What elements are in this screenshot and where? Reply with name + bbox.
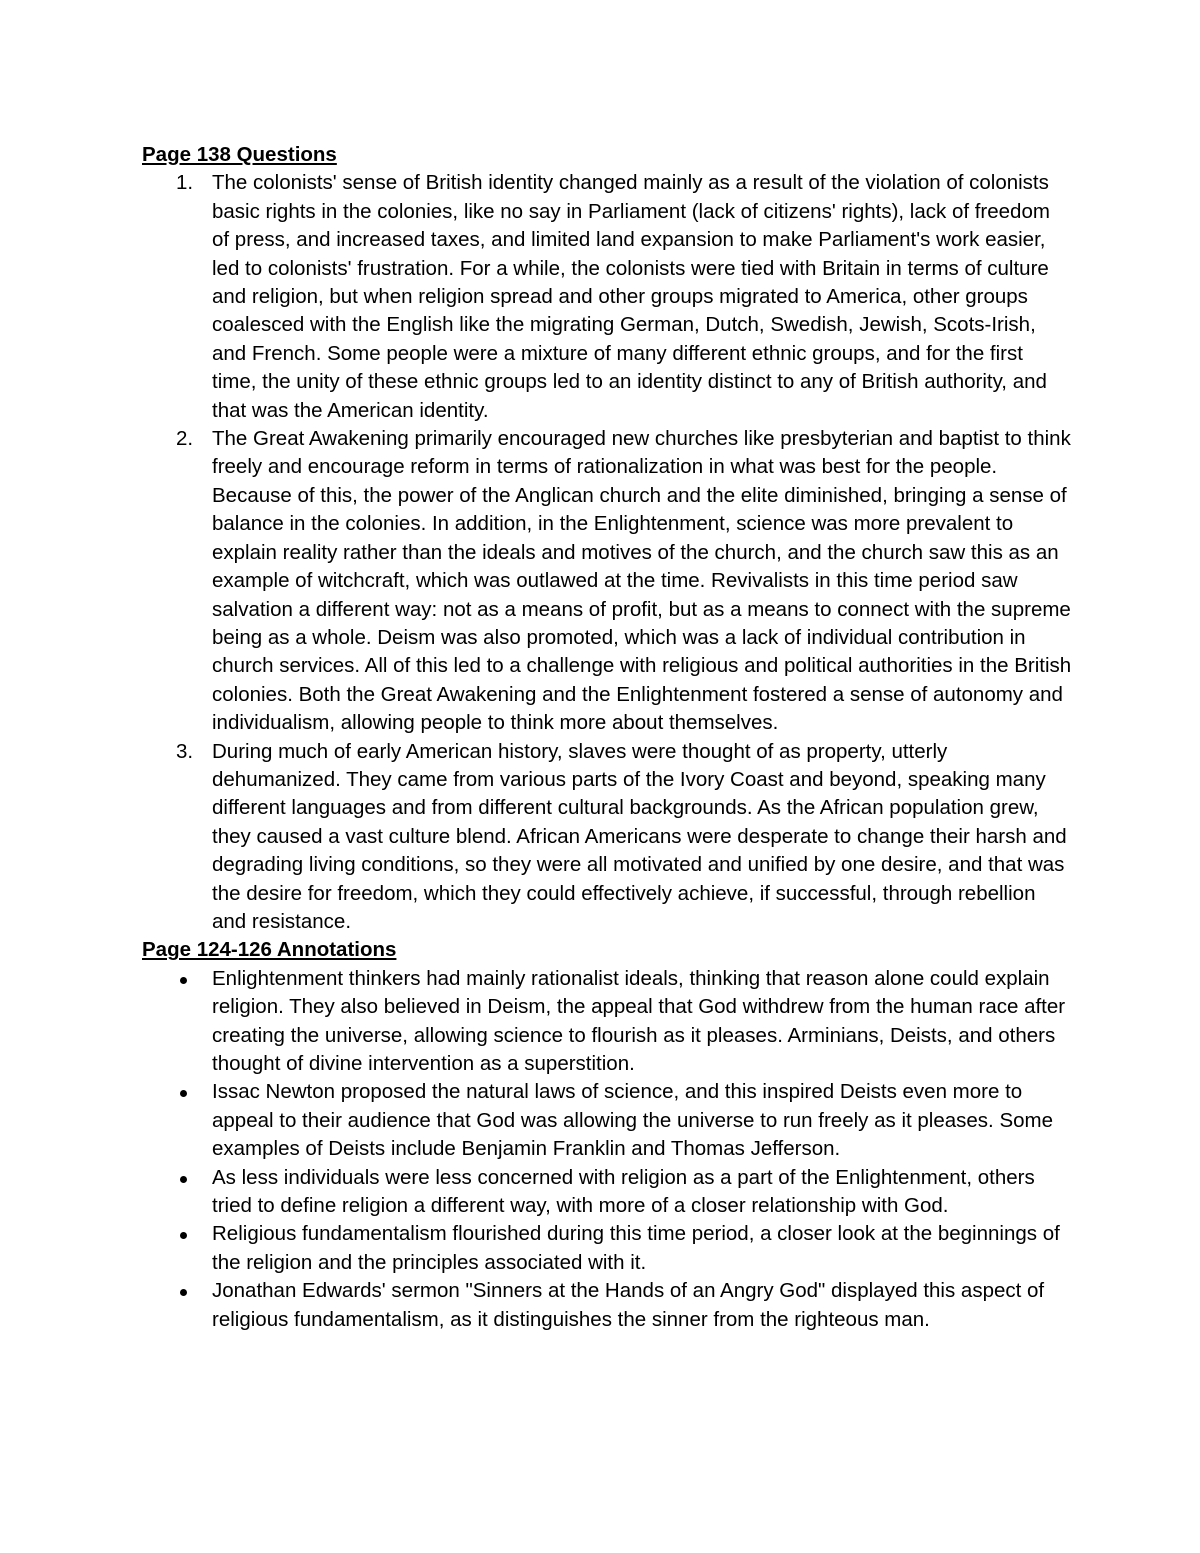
question-number: 2. <box>176 427 194 451</box>
question-text: During much of early American history, slaves were thought of as property, utterly dehumanized. They came from various parts of the Ivory Coast and beyond, speaking many different languages and from different cultural backgrounds. As the African population grew, they caused a vast culture blend. African Americans were desperate to change their harsh and degrading living conditions, so they were all motivated and unified by one desire, and that was the desire for freedom, which they could effectively achieve, if successful, through rebellion and resistance. <box>212 739 1067 933</box>
question-item-1 <box>142 169 1072 425</box>
annotation-item-3 <box>142 1164 1072 1221</box>
annotation-item-4 <box>142 1220 1072 1277</box>
annotation-text: Enlightenment thinkers had mainly rationalist ideals, thinking that reason alone could explain religion. They also believed in Deism, the appeal that God withdrew from the human race after creating the universe, allowing science to flourish as it pleases. Arminians, Deists, and others thought of divine intervention as a superstition. <box>212 966 1066 1075</box>
annotation-item-1 <box>142 965 1072 1079</box>
question-number: 1. <box>176 171 194 195</box>
question-item-2 <box>142 425 1072 737</box>
bullet-icon <box>180 1090 187 1097</box>
document-page <box>142 141 1072 1334</box>
annotation-text: As less individuals were less concerned with religion as a part of the Enlightenment, others tried to define religion a different way, with more of a closer relationship with God. <box>212 1165 1035 1218</box>
annotations-list <box>142 965 1072 1334</box>
bullet-icon <box>180 1176 187 1183</box>
question-text: The colonists' sense of British identity changed mainly as a result of the violation of colonists basic rights in the colonies, like no say in Parliament (lack of citizens' rights), lack of freedom of press, and increased taxes, and limited land expansion to make Parliament's work easier, led to colonists' frustration. For a while, the colonists were tied with Britain in terms of culture and religion, but when religion spread and other groups migrated to America, other groups coalesced with the English like the migrating German, Dutch, Swedish, Jewish, Scots-Irish, and French. Some people were a mixture of many different ethnic groups, and for the first time, the unity of these ethnic groups led to an identity distinct to any of British authority, and that was the American identity. <box>212 171 1050 422</box>
bullet-icon <box>180 1232 187 1239</box>
bullet-icon <box>180 977 187 984</box>
bullet-icon <box>180 1289 187 1296</box>
question-text: The Great Awakening primarily encouraged new churches like presbyterian and baptist to think freely and encourage reform in terms of rationalization in what was best for the people. Because of this, the power of the Anglican church and the elite diminished, bringing a sense of balance in the colonies. In addition, in the Enlightenment, science was more prevalent to explain reality rather than the ideals and motives of the church, and the church saw this as an example of witchcraft, which was outlawed at the time. Revivalists in this time period saw salvation a different way: not as a means of profit, but as a means to connect with the supreme being as a whole. Deism was also promoted, which was a lack of individual contribution in church services. All of this led to a challenge with religious and political authorities in the British colonies. Both the Great Awakening and the Enlightenment fostered a sense of autonomy and individualism, allowing people to think more about themselves. <box>212 427 1072 735</box>
annotation-text: Issac Newton proposed the natural laws of science, and this inspired Deists even more to appeal to their audience that God was allowing the universe to run freely as it pleases. Some examples of Deists include Benjamin Franklin and Thomas Jefferson. <box>212 1080 1053 1161</box>
annotations-heading: Page 124-126 Annotations <box>142 938 397 962</box>
question-number: 3. <box>176 739 194 763</box>
annotation-item-5 <box>142 1277 1072 1334</box>
questions-list <box>142 169 1072 936</box>
annotation-item-2 <box>142 1078 1072 1163</box>
annotation-text: Religious fundamentalism flourished during this time period, a closer look at the beginnings of the religion and the principles associated with it. <box>212 1222 1060 1274</box>
annotation-text: Jonathan Edwards' sermon "Sinners at the Hands of an Angry God" displayed this aspect of religious fundamentalism, as it distinguishes the sinner from the righteous man. <box>212 1279 1045 1331</box>
questions-heading: Page 138 Questions <box>142 143 337 166</box>
question-item-3 <box>142 738 1072 937</box>
